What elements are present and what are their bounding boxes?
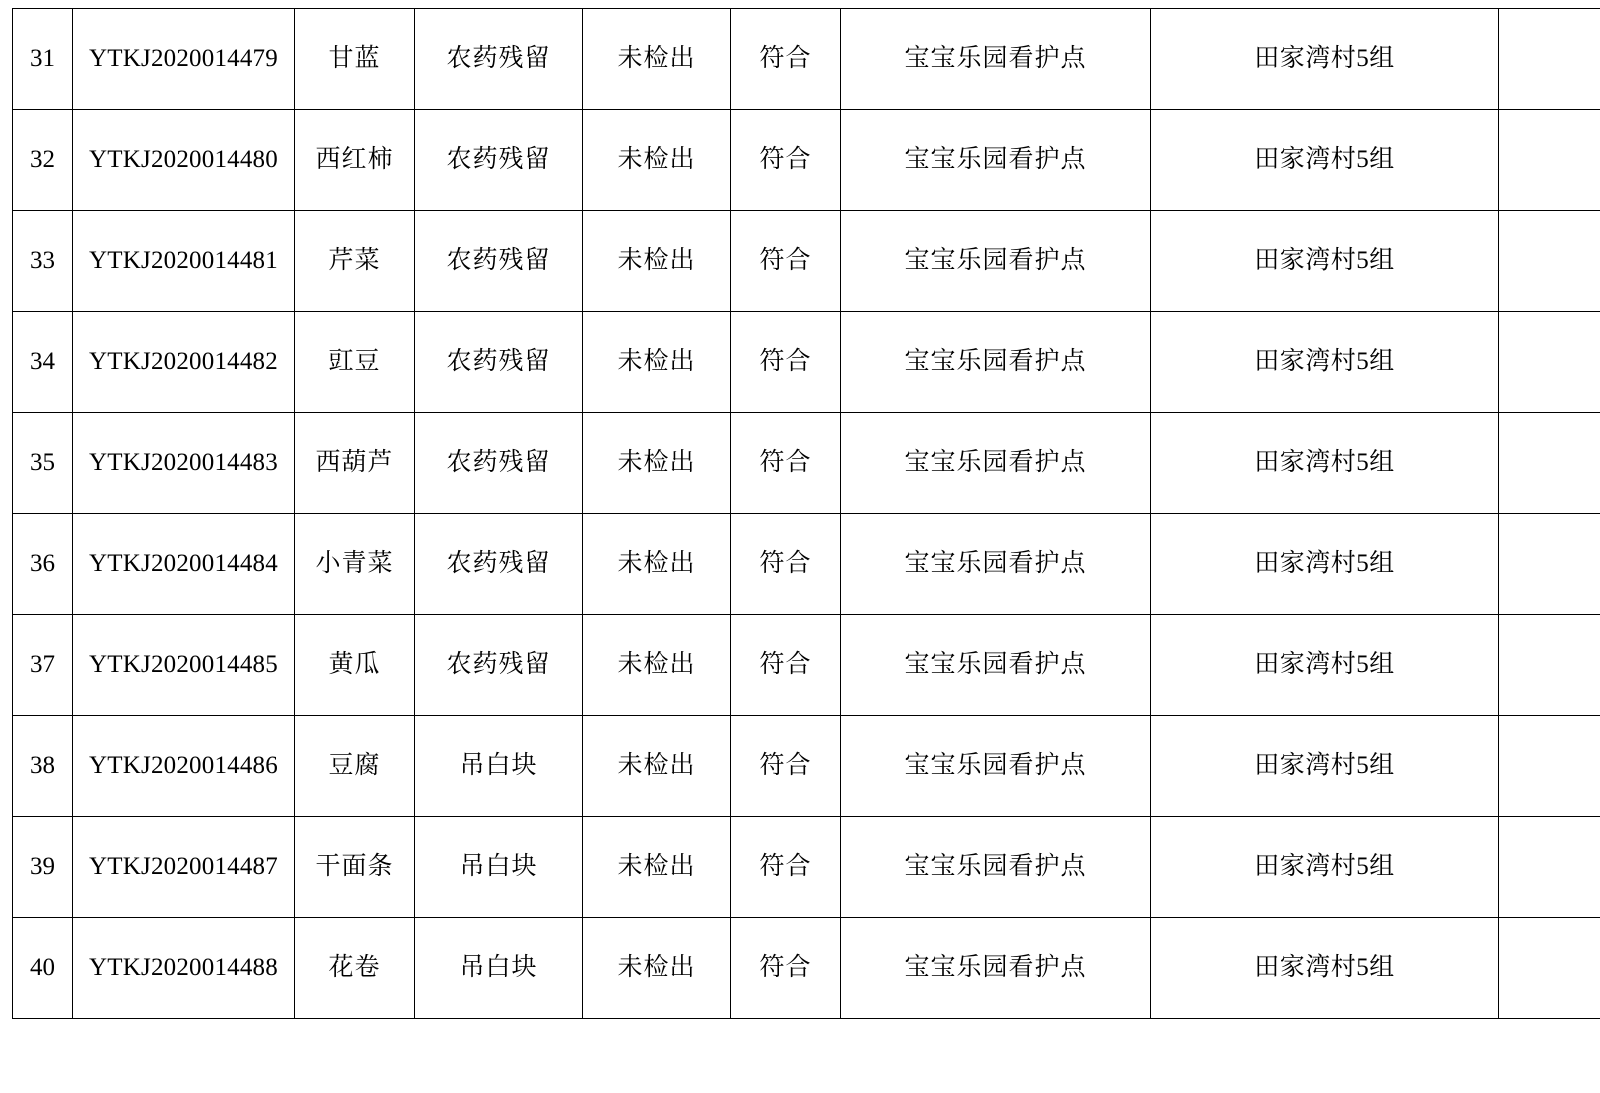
table-row [13, 211, 1600, 312]
cell-remark [1499, 312, 1600, 413]
cell-verdict: 符合 [731, 918, 841, 1019]
cell-address: 田家湾村5组 [1151, 413, 1499, 514]
cell-test-result: 未检出 [583, 716, 731, 817]
cell-test-result: 未检出 [583, 312, 731, 413]
cell-index: 40 [13, 918, 73, 1019]
cell-address: 田家湾村5组 [1151, 615, 1499, 716]
cell-remark [1499, 615, 1600, 716]
cell-test-result: 未检出 [583, 211, 731, 312]
cell-sample-name: 豆腐 [295, 716, 415, 817]
table-row [13, 312, 1600, 413]
table-row [13, 918, 1600, 1019]
cell-index: 31 [13, 9, 73, 110]
cell-sample-name: 黄瓜 [295, 615, 415, 716]
cell-test-item: 农药残留 [415, 110, 583, 211]
cell-sample-name: 花卷 [295, 918, 415, 1019]
cell-sample-name: 豇豆 [295, 312, 415, 413]
cell-inspected-unit: 宝宝乐园看护点 [841, 413, 1151, 514]
cell-test-result: 未检出 [583, 413, 731, 514]
cell-verdict: 符合 [731, 615, 841, 716]
cell-address: 田家湾村5组 [1151, 716, 1499, 817]
cell-index: 34 [13, 312, 73, 413]
cell-inspected-unit: 宝宝乐园看护点 [841, 514, 1151, 615]
cell-inspected-unit: 宝宝乐园看护点 [841, 312, 1151, 413]
cell-address: 田家湾村5组 [1151, 110, 1499, 211]
cell-verdict: 符合 [731, 413, 841, 514]
cell-remark [1499, 9, 1600, 110]
cell-address: 田家湾村5组 [1151, 817, 1499, 918]
cell-sample-code: YTKJ2020014480 [73, 110, 295, 211]
cell-address: 田家湾村5组 [1151, 514, 1499, 615]
cell-test-item: 吊白块 [415, 918, 583, 1019]
cell-address: 田家湾村5组 [1151, 312, 1499, 413]
cell-sample-code: YTKJ2020014482 [73, 312, 295, 413]
cell-test-item: 农药残留 [415, 413, 583, 514]
cell-sample-code: YTKJ2020014484 [73, 514, 295, 615]
cell-test-item: 农药残留 [415, 312, 583, 413]
cell-test-result: 未检出 [583, 110, 731, 211]
table-body [13, 9, 1600, 1019]
cell-sample-name: 干面条 [295, 817, 415, 918]
cell-test-item: 吊白块 [415, 716, 583, 817]
cell-verdict: 符合 [731, 312, 841, 413]
cell-index: 33 [13, 211, 73, 312]
cell-test-item: 吊白块 [415, 817, 583, 918]
cell-inspected-unit: 宝宝乐园看护点 [841, 110, 1151, 211]
cell-sample-name: 芹菜 [295, 211, 415, 312]
cell-test-result: 未检出 [583, 817, 731, 918]
cell-remark [1499, 716, 1600, 817]
table-row [13, 110, 1600, 211]
cell-sample-code: YTKJ2020014479 [73, 9, 295, 110]
cell-index: 37 [13, 615, 73, 716]
cell-test-result: 未检出 [583, 615, 731, 716]
cell-remark [1499, 211, 1600, 312]
cell-sample-code: YTKJ2020014481 [73, 211, 295, 312]
cell-sample-code: YTKJ2020014485 [73, 615, 295, 716]
cell-inspected-unit: 宝宝乐园看护点 [841, 615, 1151, 716]
table-row [13, 413, 1600, 514]
cell-sample-code: YTKJ2020014483 [73, 413, 295, 514]
table-row [13, 615, 1600, 716]
cell-inspected-unit: 宝宝乐园看护点 [841, 716, 1151, 817]
cell-verdict: 符合 [731, 514, 841, 615]
cell-verdict: 符合 [731, 110, 841, 211]
cell-inspected-unit: 宝宝乐园看护点 [841, 918, 1151, 1019]
cell-test-result: 未检出 [583, 918, 731, 1019]
cell-test-result: 未检出 [583, 9, 731, 110]
cell-sample-name: 西红柿 [295, 110, 415, 211]
cell-test-result: 未检出 [583, 514, 731, 615]
cell-remark [1499, 918, 1600, 1019]
cell-remark [1499, 413, 1600, 514]
cell-verdict: 符合 [731, 211, 841, 312]
cell-index: 39 [13, 817, 73, 918]
cell-index: 38 [13, 716, 73, 817]
cell-sample-code: YTKJ2020014488 [73, 918, 295, 1019]
table-row [13, 716, 1600, 817]
cell-sample-code: YTKJ2020014487 [73, 817, 295, 918]
cell-address: 田家湾村5组 [1151, 211, 1499, 312]
cell-index: 35 [13, 413, 73, 514]
cell-inspected-unit: 宝宝乐园看护点 [841, 817, 1151, 918]
table-row [13, 817, 1600, 918]
cell-verdict: 符合 [731, 716, 841, 817]
cell-inspected-unit: 宝宝乐园看护点 [841, 9, 1151, 110]
cell-address: 田家湾村5组 [1151, 918, 1499, 1019]
cell-verdict: 符合 [731, 9, 841, 110]
cell-inspected-unit: 宝宝乐园看护点 [841, 211, 1151, 312]
cell-test-item: 农药残留 [415, 211, 583, 312]
cell-remark [1499, 817, 1600, 918]
cell-sample-name: 西葫芦 [295, 413, 415, 514]
cell-address: 田家湾村5组 [1151, 9, 1499, 110]
cell-sample-name: 小青菜 [295, 514, 415, 615]
table-row [13, 9, 1600, 110]
cell-test-item: 农药残留 [415, 615, 583, 716]
cell-index: 32 [13, 110, 73, 211]
cell-verdict: 符合 [731, 817, 841, 918]
cell-remark [1499, 110, 1600, 211]
cell-index: 36 [13, 514, 73, 615]
cell-test-item: 农药残留 [415, 514, 583, 615]
table-row [13, 514, 1600, 615]
inspection-results-table [12, 8, 1600, 1019]
cell-test-item: 农药残留 [415, 9, 583, 110]
cell-sample-name: 甘蓝 [295, 9, 415, 110]
cell-sample-code: YTKJ2020014486 [73, 716, 295, 817]
cell-remark [1499, 514, 1600, 615]
